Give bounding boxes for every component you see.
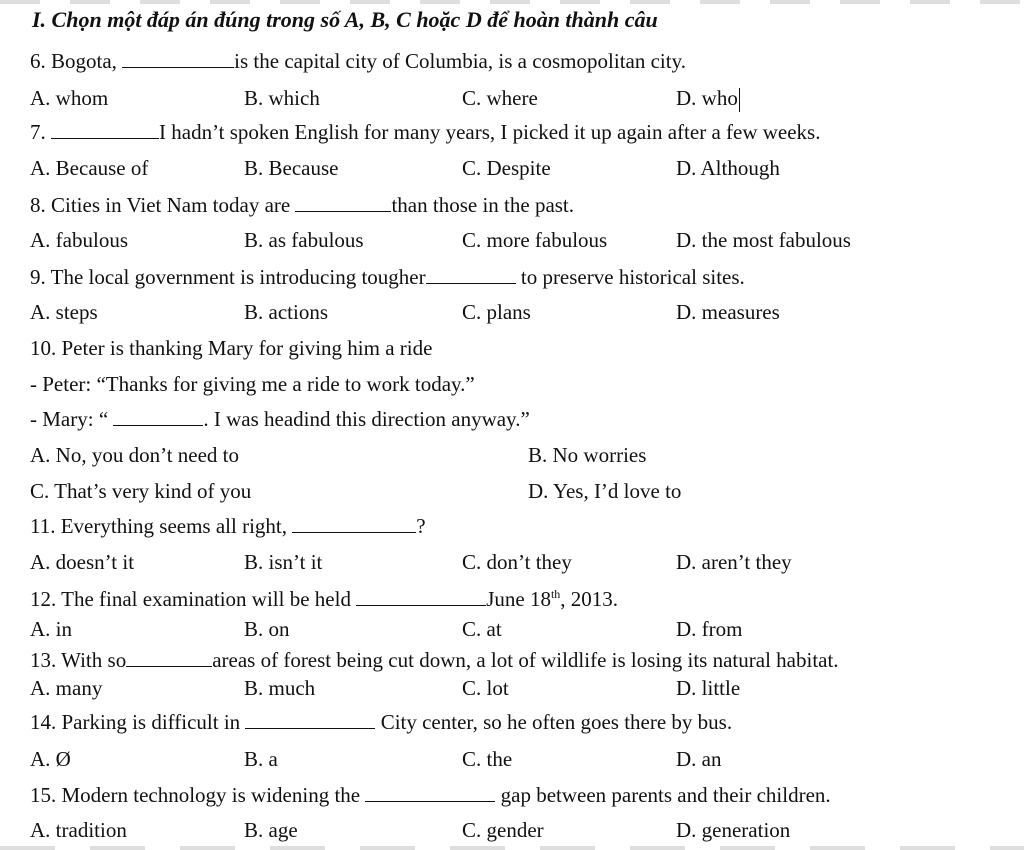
q15-option-c: C. gender: [462, 818, 544, 842]
q6-option-c: C. where: [462, 86, 538, 110]
q15-option-a: A. tradition: [30, 818, 127, 842]
q10-option-c: C. That’s very kind of you: [30, 479, 252, 503]
q11-option-b: B. isn’t it: [244, 550, 323, 574]
q13-option-a: A. many: [30, 676, 103, 700]
q13-option-b: B. much: [244, 676, 316, 700]
q8-option-d: D. the most fabulous: [676, 228, 851, 252]
answer-blank: [365, 785, 495, 802]
answer-blank: [292, 516, 416, 533]
q14-option-b: B. a: [244, 747, 278, 771]
q10-option-d: D. Yes, I’d love to: [528, 479, 682, 503]
q7-option-b: B. Because: [244, 156, 339, 180]
q15-option-d: D. generation: [676, 818, 791, 842]
q7-option-a: A. Because of: [30, 156, 149, 180]
q9-option-a: A. steps: [30, 300, 98, 324]
q9-option-c: C. plans: [462, 300, 531, 324]
answer-blank: [245, 712, 375, 729]
answer-blank: [122, 51, 234, 68]
q12-option-d: D. from: [676, 617, 743, 641]
q10-option-b: B. No worries: [528, 443, 647, 467]
question-10: 10. Peter is thanking Mary for giving him a ride: [30, 336, 433, 360]
q6-option-d: D. who: [676, 86, 740, 112]
q7-option-d: D. Although: [676, 156, 780, 180]
text-cursor: [739, 88, 740, 112]
q14-option-c: C. the: [462, 747, 513, 771]
q8-option-b: B. as fabulous: [244, 228, 364, 252]
q9-option-b: B. actions: [244, 300, 328, 324]
q11-option-c: C. don’t they: [462, 550, 572, 574]
cropped-top-edge: [0, 0, 1024, 4]
question-8: 8. Cities in Viet Nam today are than those in the past.: [30, 193, 575, 217]
question-13: 13. With so areas of forest being cut down, a lot of wildlife is losing its natural habitat.: [30, 648, 839, 672]
q12-option-b: B. on: [244, 617, 290, 641]
answer-blank: [51, 122, 159, 139]
answer-blank: [356, 589, 486, 606]
answer-blank: [426, 267, 516, 284]
q12-option-a: A. in: [30, 617, 72, 641]
answer-blank: [295, 195, 391, 212]
question-14: 14. Parking is difficult in City center, so he often goes there by bus.: [30, 710, 733, 734]
q13-option-c: C. lot: [462, 676, 509, 700]
dialogue-mary: - Mary: “ . I was headind this direction anyway.”: [30, 407, 530, 431]
question-15: 15. Modern technology is widening the gap between parents and their children.: [30, 783, 831, 807]
dialogue-peter: - Peter: “Thanks for giving me a ride to work today.”: [30, 372, 475, 396]
q14-option-d: D. an: [676, 747, 722, 771]
question-12: 12. The final examination will be held June 18th, 2013.: [30, 587, 619, 611]
q7-option-c: C. Despite: [462, 156, 551, 180]
question-11: 11. Everything seems all right, ?: [30, 514, 426, 538]
question-7: 7. I hadn’t spoken English for many years, I picked it up again after a few weeks.: [30, 120, 821, 144]
q11-option-d: D. aren’t they: [676, 550, 792, 574]
q13-option-d: D. little: [676, 676, 741, 700]
answer-blank: [126, 650, 212, 667]
question-9: 9. The local government is introducing tougher to preserve historical sites.: [30, 265, 745, 289]
q6-option-a: A. whom: [30, 86, 109, 110]
q9-option-d: D. measures: [676, 300, 780, 324]
q11-option-a: A. doesn’t it: [30, 550, 135, 574]
cropped-bottom-edge: [0, 846, 1024, 850]
section-heading: I. Chọn một đáp án đúng trong số A, B, C hoặc D để hoàn thành câu: [32, 7, 658, 32]
q6-option-b: B. which: [244, 86, 320, 110]
q10-option-a: A. No, you don’t need to: [30, 443, 240, 467]
q14-option-a: A. Ø: [30, 747, 71, 771]
q15-option-b: B. age: [244, 818, 298, 842]
answer-blank: [113, 409, 203, 426]
question-6: 6. Bogota, is the capital city of Columbia, is a cosmopolitan city.: [30, 49, 686, 73]
q8-option-c: C. more fabulous: [462, 228, 608, 252]
q12-option-c: C. at: [462, 617, 502, 641]
q8-option-a: A. fabulous: [30, 228, 128, 252]
